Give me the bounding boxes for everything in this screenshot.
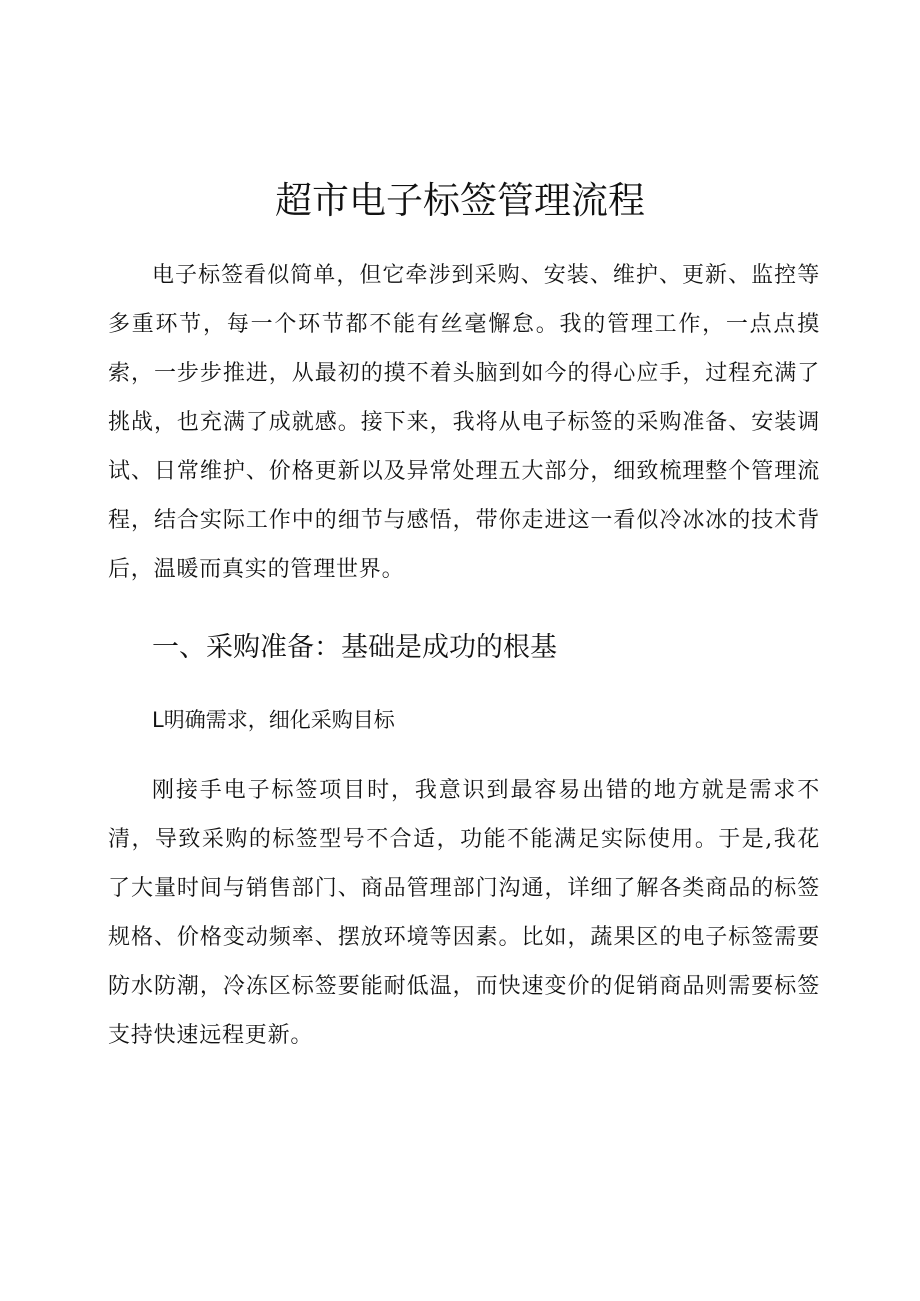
intro-paragraph: 电子标签看似简单，但它牵涉到采购、安装、维护、更新、监控等多重环节，每一个环节都不能有丝毫懈怠。我的管理工作，一点点摸索，一步步推进，从最初的摸不着头脑到如今的得心应手，过程充满了挑战，也充满了成就感。接下来，我将从电子标签的采购准备、安装调试、日常维护、价格更新以及异常处理五大部分，细致梳理整个管理流程，结合实际工作中的细节与感悟，带你走进这一看似冷冰冰的技术背后，温暖而真实的管理世界。 <box>108 263 820 582</box>
document-title: 超市电子标签管理流程 <box>275 179 645 222</box>
section-heading: 一、采购准备：基础是成功的根基 <box>152 632 557 663</box>
section-body-paragraph: 刚接手电子标签项目时，我意识到最容易出错的地方就是需求不清，导致采购的标签型号不合适，功能不能满足实际使用。于是,我花了大量时间与销售部门、商品管理部门沟通，详细了解各类商品的标签规格、价格变动频率、摆放环境等因素。比如，蔬果区的电子标签需要防水防潮，冷冻区标签要能耐低温，而快速变价的促销商品则需要标签支持快速远程更新。 <box>108 778 820 1048</box>
subsection-heading: L明确需求，细化采购目标 <box>152 708 395 732</box>
